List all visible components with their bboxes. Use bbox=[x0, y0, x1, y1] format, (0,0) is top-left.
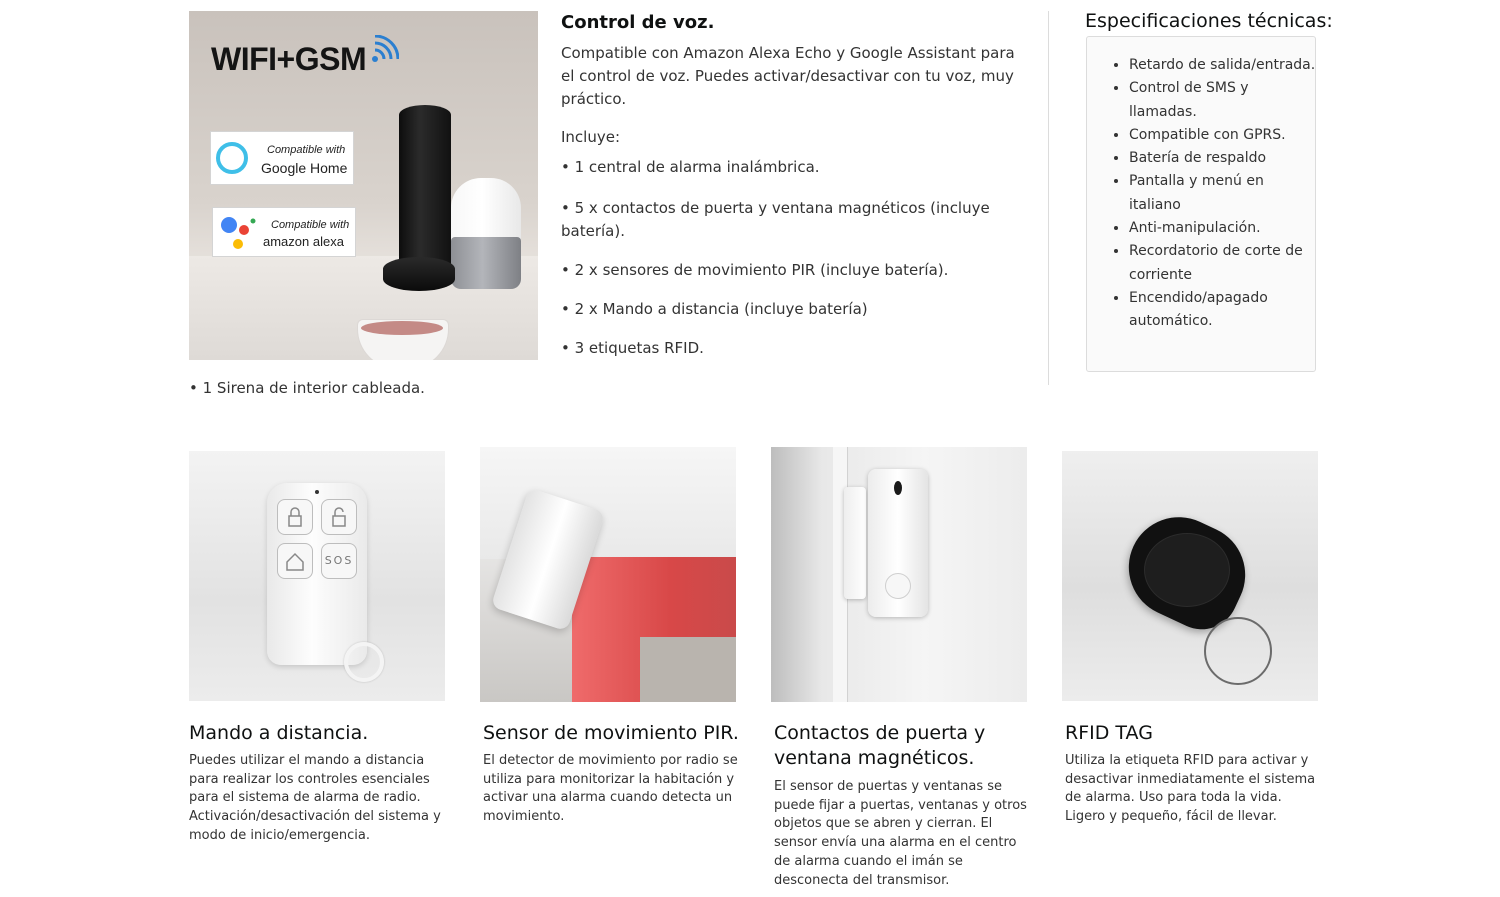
remote-control-image bbox=[189, 451, 445, 701]
card-text: El sensor de puertas y ventanas se puede fijar a puertas, ventanas y otros objetos que se abren y cierran. El sensor envía una alarma en el centro de alarma cuando el imán se desconecta del transmisor. bbox=[774, 779, 1027, 888]
includes-item: • 5 x contactos de puerta y ventana magnéticos (incluye batería). bbox=[561, 199, 990, 240]
includes-label: Incluye: bbox=[561, 128, 621, 146]
sensor-led bbox=[894, 481, 902, 495]
echo-dot bbox=[383, 257, 455, 291]
wifi-gsm-title: WIFI+GSM bbox=[211, 41, 367, 77]
door-sensor bbox=[868, 469, 928, 617]
doorway bbox=[640, 637, 736, 702]
spec-item: • Encendido/apagado automático. bbox=[1129, 287, 1319, 334]
badge-line2: Google Home bbox=[261, 160, 348, 176]
spec-item: • Compatible con GPRS. bbox=[1129, 124, 1319, 147]
card-text: Puedes utilizar el mando a distancia para realizar los controles esenciales para el sistema de alarma de radio. Activación/desactivación del sistema y modo de inicio/emergencia. bbox=[189, 753, 441, 843]
rfid-tag-center bbox=[1144, 533, 1230, 607]
product-hero-image bbox=[189, 11, 538, 360]
home-icon bbox=[277, 543, 313, 579]
card-title: Sensor de movimiento PIR. bbox=[483, 722, 739, 744]
badge-line1: Compatible with bbox=[271, 219, 350, 231]
includes-item: • 1 central de alarma inalámbrica. bbox=[561, 158, 820, 176]
voice-control-description: Compatible con Amazon Alexa Echo y Google Assistant para el control de voz. Puedes activar/desactivar con tu voz, muy práctico. bbox=[561, 44, 1015, 108]
specs-list bbox=[1108, 54, 1319, 334]
sensor-button bbox=[885, 573, 911, 599]
includes-item: • 2 x Mando a distancia (incluye batería) bbox=[561, 300, 868, 318]
tea bbox=[361, 321, 443, 335]
google-assistant-icon bbox=[217, 212, 257, 252]
remote-control bbox=[267, 483, 367, 665]
badge-line1: Compatible with bbox=[267, 144, 346, 156]
spec-item: • Recordatorio de corte de corriente bbox=[1129, 240, 1319, 287]
card-title: Mando a distancia. bbox=[189, 722, 369, 744]
includes-item: • 1 Sirena de interior cableada. bbox=[189, 379, 425, 397]
key-ring bbox=[1204, 617, 1272, 685]
spec-item: • Control de SMS y llamadas. bbox=[1129, 77, 1319, 124]
remote-led bbox=[315, 490, 319, 494]
key-ring bbox=[344, 642, 384, 682]
card-text: Utiliza la etiqueta RFID para activar y desactivar inmediatamente el sistema de alarma. Uso para toda la vida. Ligero y pequeño, fácil de llevar. bbox=[1065, 753, 1316, 825]
spec-item: • Pantalla y menú en italiano bbox=[1129, 170, 1319, 217]
spec-item: • Anti-manipulación. bbox=[1129, 217, 1319, 240]
google-home-speaker-base bbox=[451, 237, 521, 289]
specs-title: Especificaciones técnicas: bbox=[1085, 10, 1333, 32]
door-contact-image bbox=[771, 447, 1027, 702]
amazon-alexa-badge bbox=[212, 207, 356, 257]
spec-item: • Batería de respaldo bbox=[1129, 147, 1319, 170]
pir-sensor-image bbox=[480, 447, 736, 702]
alexa-ring-icon bbox=[214, 140, 250, 176]
unlock-icon bbox=[321, 499, 357, 535]
card-title: RFID TAG bbox=[1065, 722, 1153, 744]
rfid-tag-image bbox=[1062, 451, 1318, 701]
includes-item: • 2 x sensores de movimiento PIR (incluye batería). bbox=[561, 261, 949, 279]
spec-item: • Retardo de salida/entrada. bbox=[1129, 54, 1319, 77]
includes-item: • 3 etiquetas RFID. bbox=[561, 339, 704, 357]
column-divider bbox=[1048, 11, 1049, 385]
google-home-badge bbox=[210, 131, 354, 185]
badge-line2: amazon alexa bbox=[263, 234, 344, 249]
specs-box bbox=[1086, 36, 1316, 372]
voice-control-title: Control de voz. bbox=[561, 12, 715, 33]
card-text: El detector de movimiento por radio se utiliza para monitorizar la habitación y activar una alarma cuando detecta un movimiento. bbox=[483, 753, 738, 825]
magnet-piece bbox=[844, 487, 866, 599]
wifi-icon bbox=[369, 35, 399, 65]
amazon-echo-speaker bbox=[399, 105, 451, 281]
sos-button-label: SOS bbox=[321, 543, 357, 579]
lock-icon bbox=[277, 499, 313, 535]
card-title: Contactos de puerta y ventana magnéticos. bbox=[774, 722, 986, 769]
